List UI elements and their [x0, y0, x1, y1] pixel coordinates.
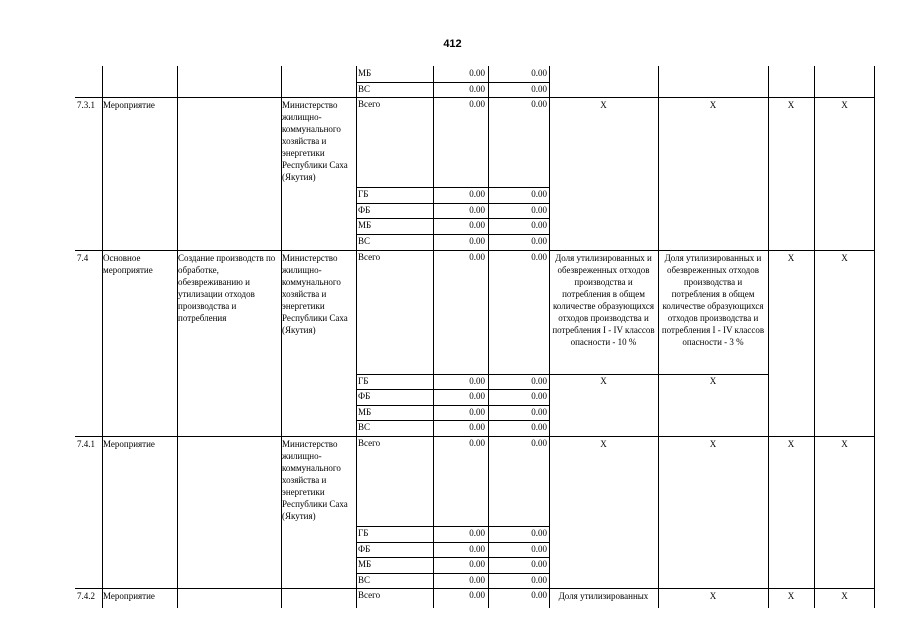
amount-value: 0.00: [531, 543, 547, 554]
indicator-plan: Доля утилизированных и обезвреженных отходов производства и потребления в общем количестве образующихся отходов производства и потребления I - IV классов опасности - 10 %: [552, 252, 655, 347]
amount-value: 0.00: [531, 528, 547, 538]
amount-value: 0.00: [531, 590, 547, 601]
column-divider: [874, 66, 875, 608]
marker-x: Х: [841, 591, 848, 602]
funding-source: МБ: [358, 68, 372, 78]
marker-x: Х: [841, 439, 848, 449]
funding-source: ВС: [358, 83, 371, 94]
indicator-plan-gb: Х: [600, 375, 607, 386]
column-divider: [177, 66, 178, 608]
measure-type: Мероприятие: [103, 100, 155, 111]
funding-source: МБ: [358, 406, 372, 417]
marker-x: Х: [787, 439, 795, 449]
funding-source: ВС: [358, 236, 371, 246]
program-table: [75, 66, 875, 608]
amount-value: 0.00: [531, 236, 547, 246]
funding-source: ФБ: [358, 543, 371, 554]
marker-x: Х: [841, 252, 848, 263]
amount-value: 0.00: [469, 68, 485, 78]
marker-x: Х: [787, 100, 795, 111]
executor: Министерство жилищно-коммунального хозяйства и энергетики Республики Саха (Якутия): [282, 252, 348, 335]
amount-value: 0.00: [469, 99, 485, 110]
funding-source: Всего: [358, 251, 381, 262]
amount-value: 0.00: [469, 220, 485, 231]
marker-x: Х: [787, 591, 795, 602]
amount-value: 0.00: [469, 406, 485, 417]
indicator-plan: Доля утилизированных: [558, 591, 649, 602]
page-number: 412: [443, 38, 462, 50]
measure-type: Мероприятие: [103, 591, 155, 602]
amount-value: 0.00: [469, 189, 485, 200]
funding-source: МБ: [358, 220, 372, 231]
funding-source: ГБ: [358, 189, 369, 200]
measure-code: 7.4.2: [77, 591, 95, 602]
indicator-target: Х: [709, 100, 717, 111]
measure-code: 7.3.1: [77, 100, 95, 111]
amount-value: 0.00: [531, 422, 547, 433]
funding-source: ФБ: [358, 391, 371, 402]
amount-value: 0.00: [469, 590, 485, 601]
indicator-target-gb: Х: [709, 375, 717, 386]
amount-value: 0.00: [531, 251, 547, 262]
executor: Министерство жилищно-коммунального хозяйства и энергетики Республики Саха (Якутия): [282, 439, 348, 521]
amount-value: 0.00: [531, 574, 547, 585]
amount-value: 0.00: [531, 68, 547, 78]
funding-source: ВС: [358, 422, 371, 433]
column-divider: [768, 66, 769, 608]
amount-value: 0.00: [469, 438, 485, 448]
marker-x: Х: [841, 100, 848, 111]
funding-source: МБ: [358, 559, 372, 570]
amount-value: 0.00: [469, 559, 485, 570]
indicator-plan: Х: [600, 100, 607, 111]
amount-value: 0.00: [469, 83, 485, 94]
indicator-plan: Х: [600, 439, 607, 449]
indicator-target: Доля утилизированных и обезвреженных отходов производства и потребления в общем количестве образующихся отходов производства и потребления I - IV классов опасности - 3 %: [661, 252, 765, 347]
amount-value: 0.00: [469, 543, 485, 554]
funding-source: Всего: [358, 590, 381, 601]
measure-code: 7.4.1: [77, 439, 95, 449]
funding-source: Всего: [358, 438, 381, 448]
funding-source: ГБ: [358, 528, 369, 538]
amount-value: 0.00: [469, 422, 485, 433]
indicator-target: Х: [709, 439, 717, 449]
amount-value: 0.00: [531, 559, 547, 570]
marker-x: Х: [787, 252, 795, 263]
amount-value: 0.00: [469, 528, 485, 538]
amount-value: 0.00: [469, 236, 485, 246]
amount-value: 0.00: [531, 189, 547, 200]
amount-value: 0.00: [531, 438, 547, 448]
amount-value: 0.00: [469, 251, 485, 262]
indicator-target: Х: [709, 591, 717, 602]
funding-source: Всего: [358, 99, 381, 110]
funding-source: ГБ: [358, 375, 369, 386]
measure-description: Создание производств по обработке, обезвреживанию и утилизации отходов производства и потребления: [178, 252, 276, 323]
column-divider: [814, 66, 815, 608]
amount-value: 0.00: [531, 99, 547, 110]
measure-type: Основное мероприятие: [103, 252, 153, 275]
amount-value: 0.00: [531, 83, 547, 94]
executor: Министерство жилищно-коммунального хозяйства и энергетики Республики Саха (Якутия): [282, 100, 348, 183]
amount-value: 0.00: [469, 204, 485, 215]
funding-source: ВС: [358, 574, 371, 585]
amount-value: 0.00: [531, 375, 547, 386]
amount-value: 0.00: [531, 391, 547, 402]
amount-value: 0.00: [531, 204, 547, 215]
amount-value: 0.00: [531, 220, 547, 231]
column-divider: [102, 66, 103, 608]
measure-type: Мероприятие: [103, 439, 155, 449]
amount-value: 0.00: [469, 375, 485, 386]
amount-value: 0.00: [469, 391, 485, 402]
funding-source: ФБ: [358, 204, 371, 215]
measure-code: 7.4: [77, 252, 89, 263]
amount-value: 0.00: [469, 574, 485, 585]
amount-value: 0.00: [531, 406, 547, 417]
